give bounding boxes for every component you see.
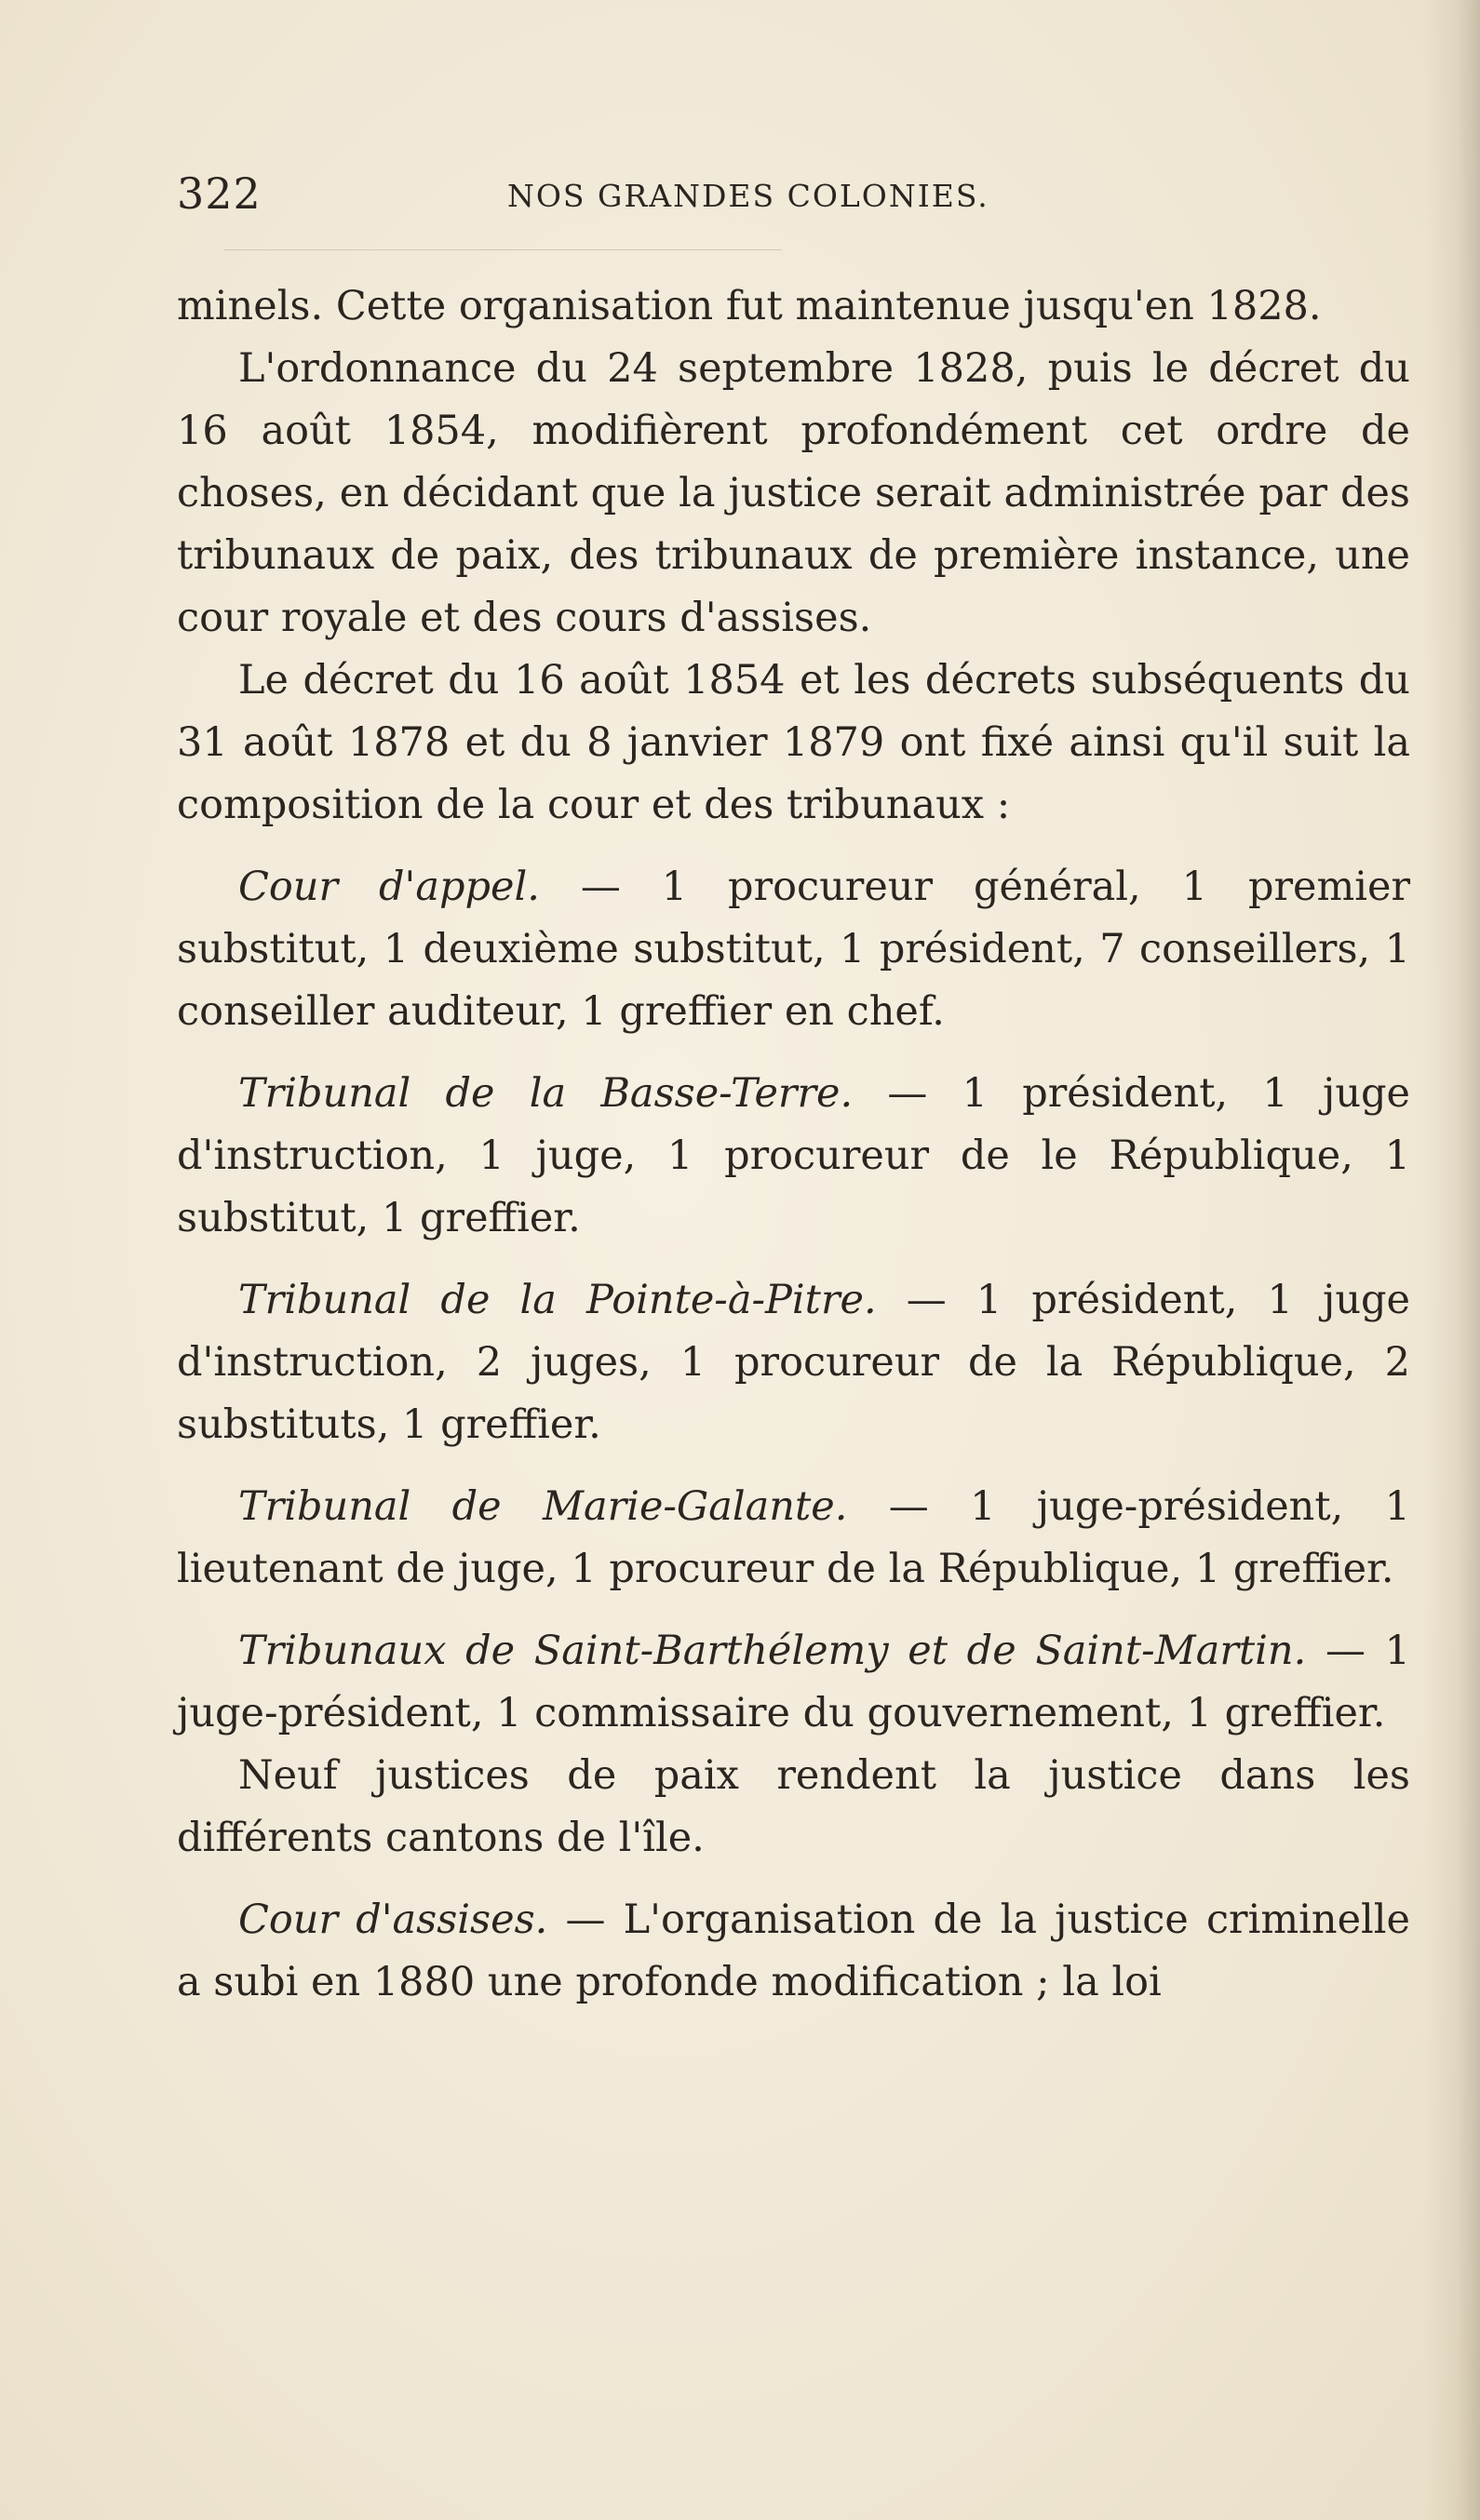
entry-cour-appel (177, 856, 1410, 1043)
entry-cour-assises-text: — L'organisation de la justice criminelle a subi en 1880 une profonde modification ; la loi (177, 1897, 1410, 2005)
paragraph-ordonnance: L'ordonnance du 24 septembre 1828, puis le décret du 16 août 1854, modifièrent profondément cet ordre de choses, en décidant que la justice serait administrée par des tribunaux de paix, des tribunaux de première instance, une cour royale et des cours d'assises. (177, 345, 1410, 641)
entry-pointe-a-pitre (177, 1269, 1410, 1456)
page-edge-shadow (1424, 0, 1480, 2520)
entry-basse-terre (177, 1063, 1410, 1250)
paragraph-justices-de-paix: Neuf justices de paix rendent la justice dans les différents cantons de l'île. (177, 1752, 1410, 1861)
entry-pointe-a-pitre-text: — 1 président, 1 juge d'instruction, 2 juges, 1 procureur de la République, 2 substituts, 1 greffier. (177, 1277, 1410, 1448)
entry-cour-appel-title: Cour d'appel. (238, 864, 540, 910)
entry-saint-barthelemy-text: — 1 juge-président, 1 commissaire du gouvernement, 1 greffier. (177, 1628, 1410, 1736)
entry-cour-appel-text: — 1 procureur général, 1 premier substitut, 1 deuxième substitut, 1 président, 7 conseillers, 1 conseiller auditeur, 1 greffier en chef. (177, 864, 1411, 1035)
entry-marie-galante (177, 1476, 1410, 1601)
page-header (177, 166, 1406, 221)
running-title: NOS GRANDES COLONIES. (507, 178, 989, 214)
paragraph-decrets: Le décret du 16 août 1854 et les décrets subséquents du 31 août 1878 et du 8 janvier 1879 ont fixé ainsi qu'il suit la composition de la cour et des tribunaux : (177, 657, 1410, 828)
entry-basse-terre-title: Tribunal de la Basse-Terre. (238, 1070, 854, 1117)
entry-marie-galante-title: Tribunal de Marie-Galante. (238, 1483, 848, 1530)
paragraph-continuation: minels. Cette organisation fut maintenue jusqu'en 1828. (177, 283, 1322, 329)
entry-cour-assises-title: Cour d'assises. (238, 1897, 548, 1943)
entry-marie-galante-text: — 1 juge-président, 1 lieutenant de juge, 1 procureur de la République, 1 greffier. (177, 1483, 1411, 1592)
entry-cour-assises (177, 1889, 1410, 2014)
entry-saint-barthelemy (177, 1620, 1410, 1745)
entry-pointe-a-pitre-title: Tribunal de la Pointe-à-Pitre. (238, 1277, 877, 1323)
body-text (177, 275, 1410, 2014)
entry-basse-terre-text: — 1 président, 1 juge d'instruction, 1 juge, 1 procureur de le République, 1 substitut, 1 greffier. (177, 1070, 1410, 1241)
header-rule (223, 249, 782, 250)
entry-saint-barthelemy-title: Tribunaux de Saint-Barthélemy et de Saint-Martin. (238, 1628, 1307, 1674)
page-number: 322 (177, 168, 262, 219)
